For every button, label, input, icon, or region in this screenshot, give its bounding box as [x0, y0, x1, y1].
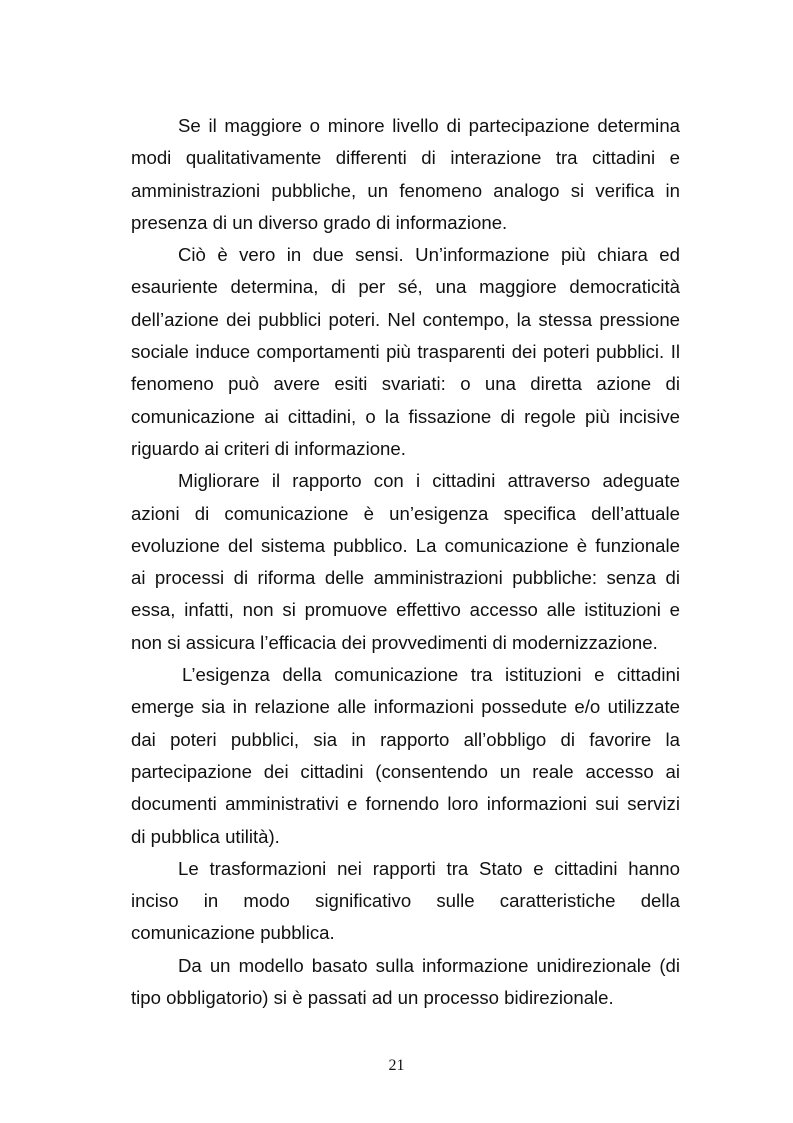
text-line: riguardo ai criteri di informazione.: [131, 437, 406, 459]
text-line: modi qualitativamente differenti di interazione tra cittadini e: [131, 147, 680, 169]
paragraph-6: [131, 950, 680, 1015]
paragraph-1: [131, 110, 680, 239]
paragraph-3: [131, 465, 680, 659]
text-line: documenti amministrativi e fornendo loro informazioni sui servizi: [131, 793, 680, 815]
text-line: non si assicura l’efficacia dei provvedimenti di modernizzazione.: [131, 631, 658, 653]
text-line: emerge sia in relazione alle informazioni possedute e/o utilizzate: [131, 696, 680, 718]
text-line: Migliorare il rapporto con i cittadini attraverso adeguate: [178, 470, 680, 492]
text-line: comunicazione ai cittadini, o la fissazione di regole più incisive: [131, 405, 680, 427]
text-line: dell’azione dei pubblici poteri. Nel contempo, la stessa pressione: [131, 308, 680, 330]
text-line: ai processi di riforma delle amministrazioni pubbliche: senza di: [131, 567, 680, 589]
text-line: tipo obbligatorio) si è passati ad un processo bidirezionale.: [131, 987, 614, 1009]
text-line: esauriente determina, di per sé, una maggiore democraticità: [131, 276, 680, 298]
text-line: fenomeno può avere esiti svariati: o una diretta azione di: [131, 373, 680, 395]
body-text: [131, 110, 680, 1014]
text-line: essa, infatti, non si promuove effettivo accesso alle istituzioni e: [131, 599, 680, 621]
text-line: Se il maggiore o minore livello di partecipazione determina: [178, 115, 680, 136]
text-line: partecipazione dei cittadini (consentendo un reale accesso ai: [131, 760, 680, 782]
page-number: 21: [388, 1057, 405, 1074]
text-line: Da un modello basato sulla informazione unidirezionale (di: [178, 954, 680, 976]
text-line: inciso in modo significativo sulle caratteristiche della: [131, 890, 680, 912]
text-line: Le trasformazioni nei rapporti tra Stato e cittadini hanno: [178, 857, 680, 879]
text-line: azioni di comunicazione è un’esigenza specifica dell’attuale: [131, 502, 680, 524]
paragraph-5: [131, 853, 680, 950]
paragraph-4: [131, 659, 680, 853]
text-line: Ciò è vero in due sensi. Un’informazione più chiara ed: [178, 244, 680, 266]
text-line: L’esigenza della comunicazione tra istituzioni e cittadini: [182, 664, 680, 686]
text-line: dai poteri pubblici, sia in rapporto all’obbligo di favorire la: [131, 728, 680, 750]
text-line: comunicazione pubblica.: [131, 922, 335, 944]
text-line: presenza di un diverso grado di informazione.: [131, 211, 508, 233]
text-line: di pubblica utilità).: [131, 825, 280, 847]
text-line: amministrazioni pubbliche, un fenomeno analogo si verifica in: [131, 179, 680, 201]
paragraph-2: [131, 239, 680, 465]
text-line: sociale induce comportamenti più trasparenti dei poteri pubblici. Il: [131, 341, 680, 363]
text-line: evoluzione del sistema pubblico. La comunicazione è funzionale: [131, 534, 680, 556]
